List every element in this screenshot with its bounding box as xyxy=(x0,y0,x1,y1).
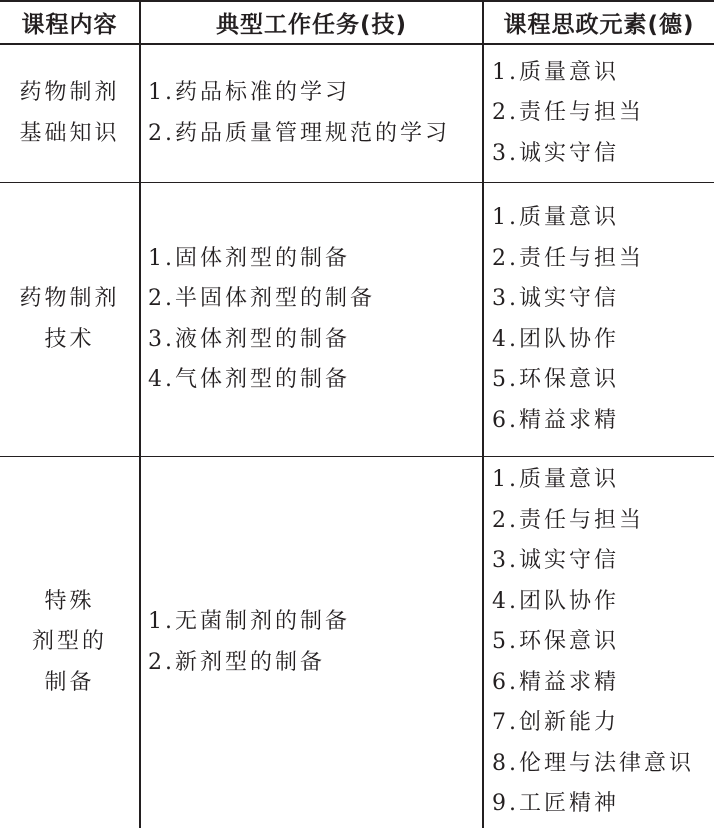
list-item: 5.环保意识 xyxy=(492,367,619,392)
column-divider xyxy=(482,0,484,828)
list-item: 2.新剂型的制备 xyxy=(148,649,325,675)
list-item: 2.责任与担当 xyxy=(492,100,644,126)
list-item: 3.诚实守信 xyxy=(492,286,619,311)
table-row-2-elements xyxy=(492,183,712,456)
list-item: 2.药品质量管理规范的学习 xyxy=(148,120,450,146)
table-row-3-elements xyxy=(492,457,712,828)
list-item: 1.质量意识 xyxy=(492,467,619,493)
list-item: 2.责任与担当 xyxy=(492,245,644,271)
list-item: 3.诚实守信 xyxy=(492,548,619,574)
list-item: 6.精益求精 xyxy=(492,669,619,695)
table-row-2-content xyxy=(0,183,139,456)
list-item: 1.固体剂型的制备 xyxy=(148,245,350,271)
table-row-1-content xyxy=(0,45,139,182)
cell-line: 技术 xyxy=(44,326,95,352)
cell-line: 药物制剂 xyxy=(19,286,120,311)
list-item: 4.团队协作 xyxy=(492,326,619,352)
cell-line: 基础知识 xyxy=(19,120,120,146)
cell-line: 剂型的 xyxy=(31,629,107,655)
list-item: 4.团队协作 xyxy=(492,588,619,614)
column-divider xyxy=(139,0,141,828)
list-item: 2.责任与担当 xyxy=(492,507,644,533)
list-item: 1.质量意识 xyxy=(492,59,619,85)
header-course-content: 课程内容 xyxy=(21,11,118,38)
table-row-3-content xyxy=(0,457,139,828)
table-row-3-tasks xyxy=(148,457,478,828)
list-item: 9.工匠精神 xyxy=(492,791,619,817)
list-item: 1.药品标准的学习 xyxy=(148,80,350,105)
header-typical-tasks: 典型工作任务(技) xyxy=(215,11,408,38)
table-row-1-tasks xyxy=(148,45,478,182)
cell-line: 特殊 xyxy=(44,588,95,614)
list-item: 2.半固体剂型的制备 xyxy=(148,286,375,311)
table-row-1-elements xyxy=(492,45,712,182)
list-item: 1.无菌制剂的制备 xyxy=(148,609,350,634)
list-item: 1.质量意识 xyxy=(492,205,619,230)
cell-line: 药物制剂 xyxy=(19,80,120,105)
cell-line: 制备 xyxy=(44,669,95,695)
list-item: 6.精益求精 xyxy=(492,407,619,433)
list-item: 5.环保意识 xyxy=(492,629,619,655)
list-item: 3.诚实守信 xyxy=(492,140,619,166)
list-item: 3.液体剂型的制备 xyxy=(148,326,350,352)
list-item: 8.伦理与法律意识 xyxy=(492,750,694,776)
table-row-2-tasks xyxy=(148,183,478,456)
header-ideological-elements: 课程思政元素(德) xyxy=(503,11,695,38)
list-item: 7.创新能力 xyxy=(492,710,619,736)
list-item: 4.气体剂型的制备 xyxy=(148,367,350,392)
